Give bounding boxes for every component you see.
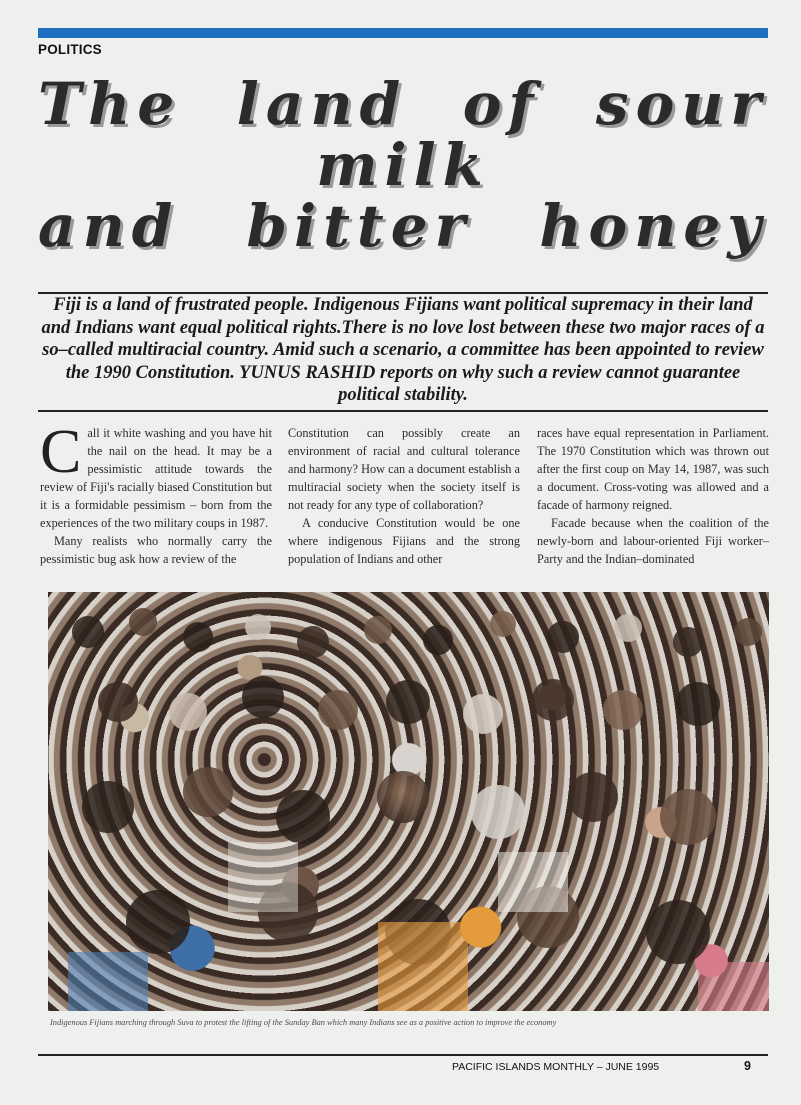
body-column-3 bbox=[537, 424, 769, 568]
body-paragraph: all it white washing and you have hit the nail on the head. It may be a pessimistic attitude towards the review of Fiji's racially biased Constitution but it is a formidable pessimism – born from the experiences of the two military coups in 1987. bbox=[40, 426, 272, 530]
page-number: 9 bbox=[744, 1059, 751, 1073]
body-paragraph: Constitution can possibly create an environment of racial and cultural tolerance and harmony? How can a document establish a multiracial society when the society itself is not ready for any type of collaboration? bbox=[288, 426, 520, 512]
headline-line-3: and bitter honey bbox=[38, 192, 768, 260]
standfirst: Fiji is a land of frustrated people. Indigenous Fijians want political supremacy in their land and Indians want equal political rights.There is no love lost between these two major races of a so–called multiracial country. Amid such a scenario, a committee has been appointed to review the 1990 Constitution. YUNUS RASHID reports on why such a review cannot guarantee political stability. bbox=[41, 295, 765, 405]
footer-rule bbox=[38, 1054, 768, 1056]
drop-cap: C bbox=[40, 418, 82, 486]
body-paragraph: A conducive Constitution would be one where indigenous Fijians and the strong population of Indians and other bbox=[288, 516, 520, 566]
body-column-2 bbox=[288, 424, 520, 568]
photo-caption: Indigenous Fijians marching through Suva to protest the lifting of the Sunday Ban which many Indians see as a positive action to improve the economy bbox=[50, 1018, 557, 1027]
section-label: POLITICS bbox=[38, 42, 102, 57]
top-accent-bar bbox=[38, 28, 768, 38]
body-paragraph: Many realists who normally carry the pessimistic bug ask how a review of the bbox=[40, 534, 272, 566]
headline bbox=[38, 70, 768, 260]
deck-rule-bottom bbox=[38, 410, 768, 412]
headline-line-1: The land of sour bbox=[38, 70, 768, 138]
headline-line-2: milk bbox=[316, 131, 490, 199]
publication-footer: PACIFIC ISLANDS MONTHLY – JUNE 1995 bbox=[452, 1061, 660, 1073]
body-paragraph: races have equal representation in Parliament. The 1970 Constitution which was thrown out after the first coup on May 14, 1987, was such a document. Cross-voting was allowed and a facade of harmony reigned. bbox=[537, 426, 769, 512]
body-column-1 bbox=[40, 418, 272, 568]
crowd-photo-illustration bbox=[48, 592, 769, 1011]
body-paragraph: Facade because when the coalition of the newly-born and labour-oriented Fiji worker–Party and the Indian–dominated bbox=[537, 516, 769, 566]
crowd-photo bbox=[48, 592, 769, 1011]
